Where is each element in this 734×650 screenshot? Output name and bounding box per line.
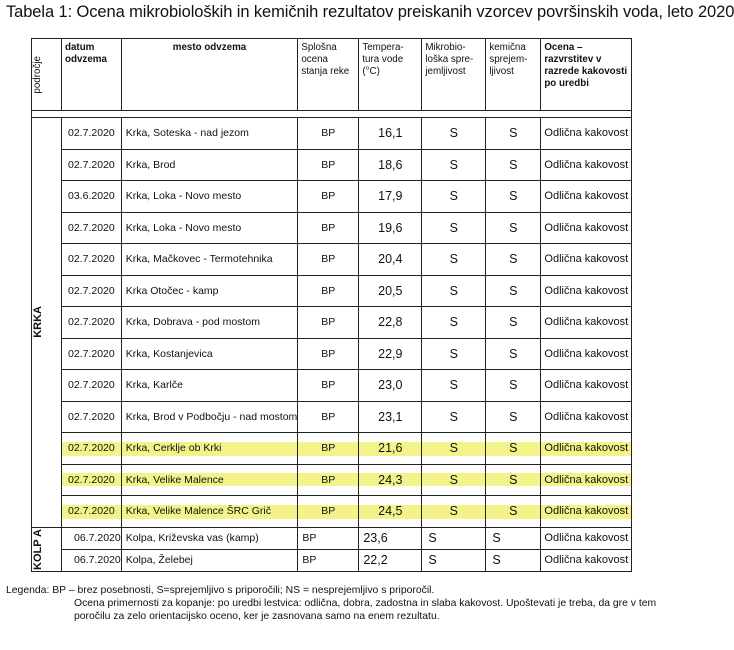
region-cell [32,527,62,571]
temperature-cell: 22,2 [359,549,422,571]
chem-cell: S [486,307,541,339]
table-row [32,244,632,276]
quality-cell: Odlična kakovost [541,244,632,276]
location-cell: Krka, Brod v Podbočju - nad mostom [121,401,298,433]
header-overall: Splošna ocena stanja reke [298,39,359,111]
table-row [32,370,632,402]
micro-cell: S [422,527,486,549]
overall-cell: BP [298,181,359,213]
micro-cell: S [422,401,486,433]
date-cell: 02.7.2020 [62,496,122,528]
results-table [31,38,632,572]
table-title: Tabela 1: Ocena mikrobioloških in kemičnih rezultatov preiskanih vzorcev površinskih voda, leto 2020 [6,3,734,21]
chem-cell: S [486,370,541,402]
temperature-cell: 20,5 [359,275,422,307]
micro-cell: S [422,212,486,244]
quality-cell: Odlična kakovost [541,401,632,433]
temperature-cell: 23,0 [359,370,422,402]
micro-cell: S [422,496,486,528]
header-date: datum odvzema [62,39,122,111]
quality-cell: Odlična kakovost [541,181,632,213]
micro-cell: S [422,181,486,213]
krka-section [32,118,632,528]
micro-cell: S [422,149,486,181]
chem-cell: S [486,149,541,181]
temperature-cell: 16,1 [359,118,422,150]
date-cell: 03.6.2020 [62,181,122,213]
date-cell: 02.7.2020 [62,149,122,181]
overall-cell: BP [298,338,359,370]
location-cell: Kolpa, Želebej [121,549,298,571]
overall-cell: BP [298,307,359,339]
location-cell: Krka, Loka - Novo mesto [121,212,298,244]
region-cell [32,118,62,528]
chem-cell: S [486,275,541,307]
chem-cell: S [486,212,541,244]
location-cell: Krka, Velike Malence [121,464,298,496]
table-row [32,433,632,465]
temperature-cell: 24,5 [359,496,422,528]
temperature-cell: 19,6 [359,212,422,244]
legend [6,584,656,623]
table-row [32,338,632,370]
chem-cell: S [486,401,541,433]
location-cell: Krka, Karlče [121,370,298,402]
table-row [32,307,632,339]
location-cell: Krka, Kostanjevica [121,338,298,370]
header-temperature: Tempera-tura vode (°C) [359,39,422,111]
header-chem: kemična sprejem-ljivost [486,39,541,111]
chem-cell: S [486,527,541,549]
date-cell: 02.7.2020 [62,464,122,496]
table-row [32,275,632,307]
micro-cell: S [422,549,486,571]
date-cell: 02.7.2020 [62,370,122,402]
date-cell: 02.7.2020 [62,244,122,276]
quality-cell: Odlična kakovost [541,496,632,528]
temperature-cell: 18,6 [359,149,422,181]
header-location: mesto odvzema [121,39,298,111]
quality-cell: Odlična kakovost [541,464,632,496]
chem-cell: S [486,464,541,496]
chem-cell: S [486,496,541,528]
header-micro: Mikrobio-loška spre-jemljivost [422,39,486,111]
micro-cell: S [422,338,486,370]
date-cell: 02.7.2020 [62,275,122,307]
chem-cell: S [486,549,541,571]
location-cell: Krka, Dobrava - pod mostom [121,307,298,339]
location-cell: Krka Otočec - kamp [121,275,298,307]
temperature-cell: 22,8 [359,307,422,339]
chem-cell: S [486,181,541,213]
kolpa-section [32,527,632,571]
spacer-row [32,111,632,118]
quality-cell: Odlična kakovost [541,433,632,465]
overall-cell: BP [298,549,359,571]
location-cell: Krka, Soteska - nad jezom [121,118,298,150]
overall-cell: BP [298,244,359,276]
table-row [32,181,632,213]
date-cell: 02.7.2020 [62,118,122,150]
table-row [32,464,632,496]
quality-cell: Odlična kakovost [541,527,632,549]
quality-cell: Odlična kakovost [541,338,632,370]
quality-cell: Odlična kakovost [541,370,632,402]
header-quality: Ocena – razvrstitev v razrede kakovosti po uredbi [541,39,632,111]
table-row [32,527,632,549]
location-cell: Krka, Loka - Novo mesto [121,181,298,213]
micro-cell: S [422,244,486,276]
micro-cell: S [422,307,486,339]
chem-cell: S [486,338,541,370]
overall-cell: BP [298,464,359,496]
quality-cell: Odlična kakovost [541,307,632,339]
date-cell: 02.7.2020 [62,212,122,244]
micro-cell: S [422,275,486,307]
micro-cell: S [422,118,486,150]
legend-line-1: Legenda: BP – brez posebnosti, S=sprejemljivo s priporočili; NS = nesprejemljivo s priporočil. [6,585,435,596]
overall-cell: BP [298,370,359,402]
location-cell: Krka, Cerklje ob Krki [121,433,298,465]
overall-cell: BP [298,527,359,549]
location-cell: Krka, Brod [121,149,298,181]
date-cell: 02.7.2020 [62,307,122,339]
table-row [32,401,632,433]
quality-cell: Odlična kakovost [541,149,632,181]
date-cell: 02.7.2020 [62,433,122,465]
header-row [32,39,632,111]
temperature-cell: 23,6 [359,527,422,549]
overall-cell: BP [298,401,359,433]
date-cell: 06.7.2020 [62,527,122,549]
overall-cell: BP [298,149,359,181]
temperature-cell: 21,6 [359,433,422,465]
location-cell: Krka, Velike Malence ŠRC Grič [121,496,298,528]
quality-cell: Odlična kakovost [541,118,632,150]
header-region: področje [32,39,62,111]
micro-cell: S [422,464,486,496]
micro-cell: S [422,370,486,402]
chem-cell: S [486,244,541,276]
overall-cell: BP [298,496,359,528]
date-cell: 06.7.2020 [62,549,122,571]
date-cell: 02.7.2020 [62,401,122,433]
legend-line-3: poročilu za zelo orientacijsko oceno, ker je zasnovana samo na enem rezultatu. [74,611,440,622]
temperature-cell: 23,1 [359,401,422,433]
table-row [32,549,632,571]
overall-cell: BP [298,212,359,244]
overall-cell: BP [298,118,359,150]
chem-cell: S [486,118,541,150]
location-cell: Krka, Mačkovec - Termotehnika [121,244,298,276]
quality-cell: Odlična kakovost [541,549,632,571]
overall-cell: BP [298,433,359,465]
quality-cell: Odlična kakovost [541,212,632,244]
temperature-cell: 17,9 [359,181,422,213]
chem-cell: S [486,433,541,465]
table-row [32,118,632,150]
table-row [32,496,632,528]
overall-cell: BP [298,275,359,307]
legend-line-2: Ocena primernosti za kopanje: po uredbi lestvica: odlična, dobra, zadostna in slaba kakovost. Upoštevati je treba, da gre v tem [74,598,657,609]
region-label: KOLP A [32,528,44,570]
micro-cell: S [422,433,486,465]
temperature-cell: 20,4 [359,244,422,276]
location-cell: Kolpa, Križevska vas (kamp) [121,527,298,549]
quality-cell: Odlična kakovost [541,275,632,307]
region-label: KRKA [32,306,44,339]
table-row [32,212,632,244]
table-row [32,149,632,181]
date-cell: 02.7.2020 [62,338,122,370]
temperature-cell: 24,3 [359,464,422,496]
temperature-cell: 22,9 [359,338,422,370]
